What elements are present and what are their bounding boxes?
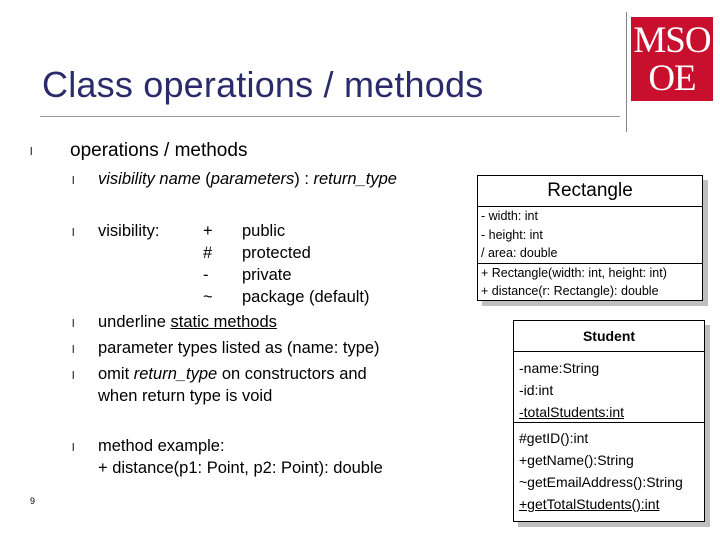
static-methods-text: static methods bbox=[170, 313, 277, 331]
visibility-label: visibility: bbox=[98, 222, 160, 240]
signature-line bbox=[98, 168, 397, 190]
attribute-row: - height: int bbox=[481, 227, 543, 242]
attribute-row-static: -totalStudents:int bbox=[519, 404, 625, 420]
example-line-2: + distance(p1: Point, p2: Point): double bbox=[98, 459, 383, 477]
bullet-operations: operations / methods bbox=[70, 140, 248, 161]
operation-row: +getName():String bbox=[519, 452, 634, 468]
uml-class-rectangle bbox=[477, 175, 703, 301]
bullet-icon: l bbox=[72, 227, 75, 239]
vis-symbol-private: - bbox=[203, 266, 209, 284]
msoe-logo bbox=[631, 17, 713, 101]
omit-line-1 bbox=[98, 363, 367, 385]
attribute-row: / area: double bbox=[481, 246, 558, 260]
underline-static-line bbox=[98, 311, 277, 333]
uml-class-student bbox=[513, 320, 705, 522]
operation-row-static: +getTotalStudents():int bbox=[519, 496, 660, 512]
bullet-icon: l bbox=[72, 318, 75, 330]
attribute-row: -name:String bbox=[519, 360, 600, 376]
attribute-row: -id:int bbox=[519, 382, 554, 398]
class-name: Student bbox=[582, 328, 636, 344]
param-types-line: parameter types listed as (name: type) bbox=[98, 339, 380, 357]
vis-meaning-private: private bbox=[242, 266, 292, 284]
operations-section bbox=[478, 263, 702, 301]
operation-row: + distance(r: Rectangle): double bbox=[481, 284, 659, 298]
title: Class operations / methods bbox=[42, 64, 484, 105]
omit-suffix: on constructors and bbox=[217, 365, 367, 383]
attributes-section bbox=[478, 206, 702, 263]
vis-symbol-public: + bbox=[203, 222, 213, 240]
title-divider bbox=[40, 116, 620, 117]
operation-row: ~getEmailAddress():String bbox=[519, 474, 683, 490]
bullet-icon: l bbox=[72, 175, 75, 187]
underline-prefix: underline bbox=[98, 313, 171, 331]
operation-row: #getID():int bbox=[519, 430, 589, 446]
vertical-divider bbox=[626, 12, 627, 132]
vis-meaning-public: public bbox=[242, 222, 286, 240]
bullet-icon: l bbox=[72, 370, 75, 382]
omit-line-2: when return type is void bbox=[98, 387, 273, 405]
sig-paren-close: ) : bbox=[294, 170, 314, 188]
attribute-row: - width: int bbox=[481, 209, 538, 223]
vis-meaning-protected: protected bbox=[242, 244, 311, 262]
sig-return-type: return_type bbox=[313, 170, 397, 188]
bullet-icon: l bbox=[72, 442, 75, 454]
logo-line-2: OE bbox=[648, 58, 696, 99]
vis-symbol-protected: # bbox=[203, 244, 213, 262]
omit-return-type: return_type bbox=[133, 365, 218, 383]
example-line-1: method example: bbox=[98, 437, 225, 455]
sig-parameters: parameters bbox=[210, 170, 295, 188]
class-name: Rectangle bbox=[547, 180, 633, 201]
attributes-section bbox=[514, 351, 704, 422]
bullet-icon: l bbox=[30, 146, 33, 158]
vis-meaning-package: package (default) bbox=[242, 288, 370, 306]
sig-visibility-name: visibility name bbox=[98, 170, 201, 188]
slide-number: 9 bbox=[30, 496, 36, 506]
sig-paren-open: ( bbox=[200, 170, 211, 188]
operations-section bbox=[514, 422, 704, 515]
bullet-icon: l bbox=[72, 344, 75, 356]
vis-symbol-package: ~ bbox=[203, 288, 213, 306]
omit-prefix: omit bbox=[98, 365, 134, 383]
operation-row: + Rectangle(width: int, height: int) bbox=[481, 265, 667, 280]
logo-line-1: MSO bbox=[633, 20, 711, 61]
